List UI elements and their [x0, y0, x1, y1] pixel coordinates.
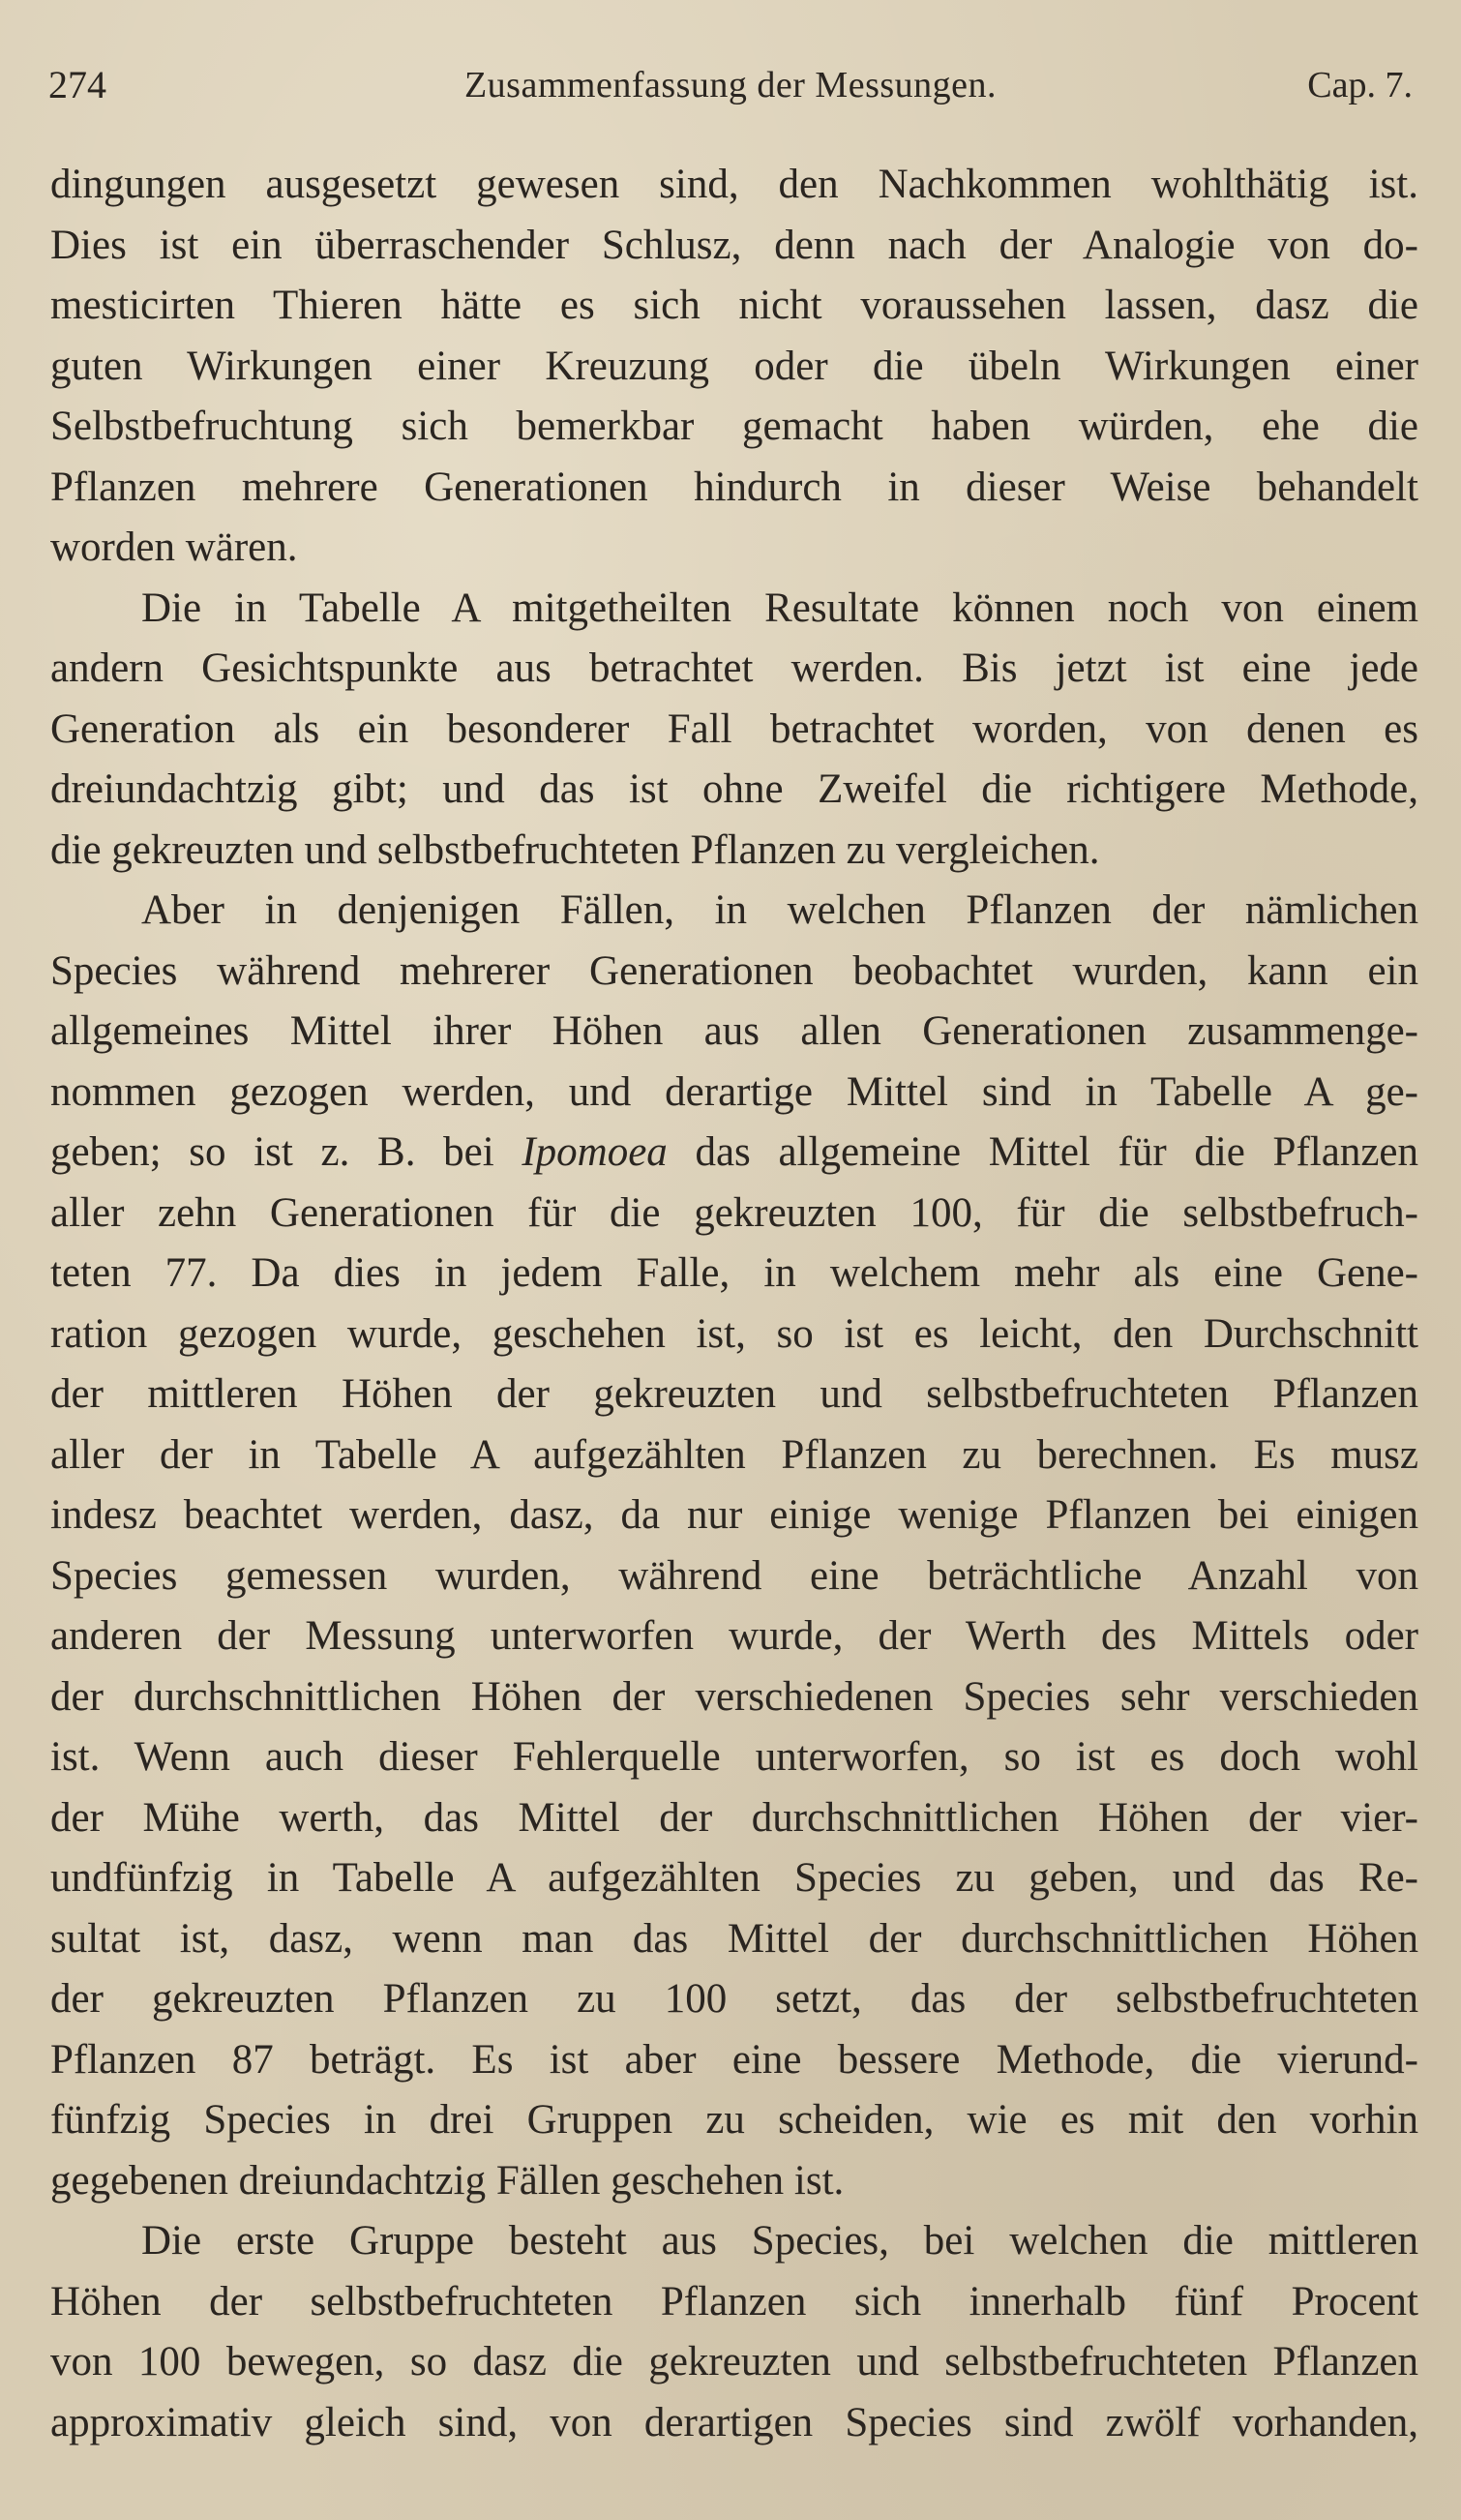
- text-line: aller der in Tabelle A aufgezählten Pflanzen zu berechnen. Es musz: [50, 1431, 1418, 1478]
- genus-name: Ipomoea: [522, 1129, 668, 1175]
- text-line: allgemeines Mittel ihrer Höhen aus allen Generationen zusammenge-: [50, 1008, 1418, 1054]
- text-line: teten 77. Da dies in jedem Falle, in welchem mehr als eine Gene-: [50, 1250, 1418, 1296]
- chapter-label: Cap. 7.: [1307, 65, 1413, 105]
- running-head: [48, 56, 1413, 114]
- text-line: sultat ist, dasz, wenn man das Mittel der durchschnittlichen Höhen: [50, 1915, 1418, 1962]
- text-line: ist. Wenn auch dieser Fehlerquelle unterworfen, so ist es doch wohl: [50, 1734, 1418, 1780]
- text-line: approximativ gleich sind, von derartigen Species sind zwölf vorhanden,: [50, 2399, 1418, 2445]
- text-line: Species gemessen wurden, während eine beträchtliche Anzahl von: [50, 1552, 1418, 1599]
- text-line: aller zehn Generationen für die gekreuzten 100, für die selbstbefruch-: [50, 1189, 1418, 1236]
- body-text: [50, 155, 1418, 2453]
- page-number: 274: [48, 63, 106, 106]
- text-segment: geben; so ist z. B. bei: [50, 1129, 522, 1175]
- text-line: die gekreuzten und selbstbefruchteten Pflanzen zu vergleichen.: [50, 826, 1100, 873]
- text-line: Dies ist ein überraschender Schlusz, denn nach der Analogie von do-: [50, 222, 1418, 268]
- text-line: der Mühe werth, das Mittel der durchschnittlichen Höhen der vier-: [50, 1794, 1418, 1841]
- text-line: Pflanzen 87 beträgt. Es ist aber eine bessere Methode, die vierund-: [50, 2036, 1418, 2083]
- text-line: [50, 1123, 1418, 1184]
- running-title: Zusammenfassung der Messungen.: [463, 65, 998, 105]
- text-line: von 100 bewegen, so dasz die gekreuzten und selbstbefruchteten Pflanzen: [50, 2339, 1418, 2385]
- text-line: nommen gezogen werden, und derartige Mittel sind in Tabelle A ge-: [50, 1068, 1418, 1115]
- text-line: Die in Tabelle A mitgetheilten Resultate können noch von einem: [141, 585, 1418, 631]
- text-line: Höhen der selbstbefruchteten Pflanzen sich innerhalb fünf Procent: [50, 2278, 1418, 2325]
- text-line: indesz beachtet werden, dasz, da nur einige wenige Pflanzen bei einigen: [50, 1492, 1418, 1538]
- paragraph: [50, 881, 1418, 2211]
- text-line: Pflanzen mehrere Generationen hindurch in dieser Weise behandelt: [50, 464, 1418, 510]
- text-line: guten Wirkungen einer Kreuzung oder die übeln Wirkungen einer: [50, 343, 1418, 389]
- text-line: Generation als ein besonderer Fall betrachtet worden, von denen es: [50, 705, 1418, 752]
- text-segment: das allgemeine Mittel für die Pflanzen: [667, 1129, 1418, 1175]
- text-line: fünfzig Species in drei Gruppen zu scheiden, wie es mit den vorhin: [50, 2097, 1418, 2143]
- text-line: worden wären.: [50, 525, 298, 570]
- paragraph: [50, 579, 1418, 882]
- paragraph: [50, 155, 1418, 579]
- text-line: andern Gesichtspunkte aus betrachtet werden. Bis jetzt ist eine jede: [50, 645, 1418, 691]
- text-line: Aber in denjenigen Fällen, in welchen Pflanzen der nämlichen: [141, 887, 1418, 933]
- text-line: der mittleren Höhen der gekreuzten und selbstbefruchteten Pflanzen: [50, 1371, 1418, 1417]
- text-line: Species während mehrerer Generationen beobachtet wurden, kann ein: [50, 947, 1418, 994]
- text-line: mesticirten Thieren hätte es sich nicht voraussehen lassen, dasz die: [50, 283, 1418, 328]
- text-line: der durchschnittlichen Höhen der verschiedenen Species sehr verschieden: [50, 1673, 1418, 1720]
- text-line: der gekreuzten Pflanzen zu 100 setzt, das der selbstbefruchteten: [50, 1976, 1418, 2022]
- text-line: Selbstbefruchtung sich bemerkbar gemacht haben würden, ehe die: [50, 404, 1418, 449]
- paragraph: [50, 2211, 1418, 2453]
- text-line: gegebenen dreiundachtzig Fällen geschehen ist.: [50, 2157, 845, 2204]
- text-line: Die erste Gruppe besteht aus Species, bei welchen die mittleren: [141, 2218, 1418, 2264]
- text-line: undfünfzig in Tabelle A aufgezählten Species zu geben, und das Re-: [50, 1855, 1418, 1901]
- text-line: anderen der Messung unterworfen wurde, der Werth des Mittels oder: [50, 1613, 1418, 1659]
- text-line: dreiundachtzig gibt; und das ist ohne Zweifel die richtigere Methode,: [50, 766, 1418, 812]
- text-line: dingungen ausgesetzt gewesen sind, den Nachkommen wohlthätig ist.: [50, 162, 1418, 207]
- text-line: ration gezogen wurde, geschehen ist, so ist es leicht, den Durchschnitt: [50, 1310, 1418, 1357]
